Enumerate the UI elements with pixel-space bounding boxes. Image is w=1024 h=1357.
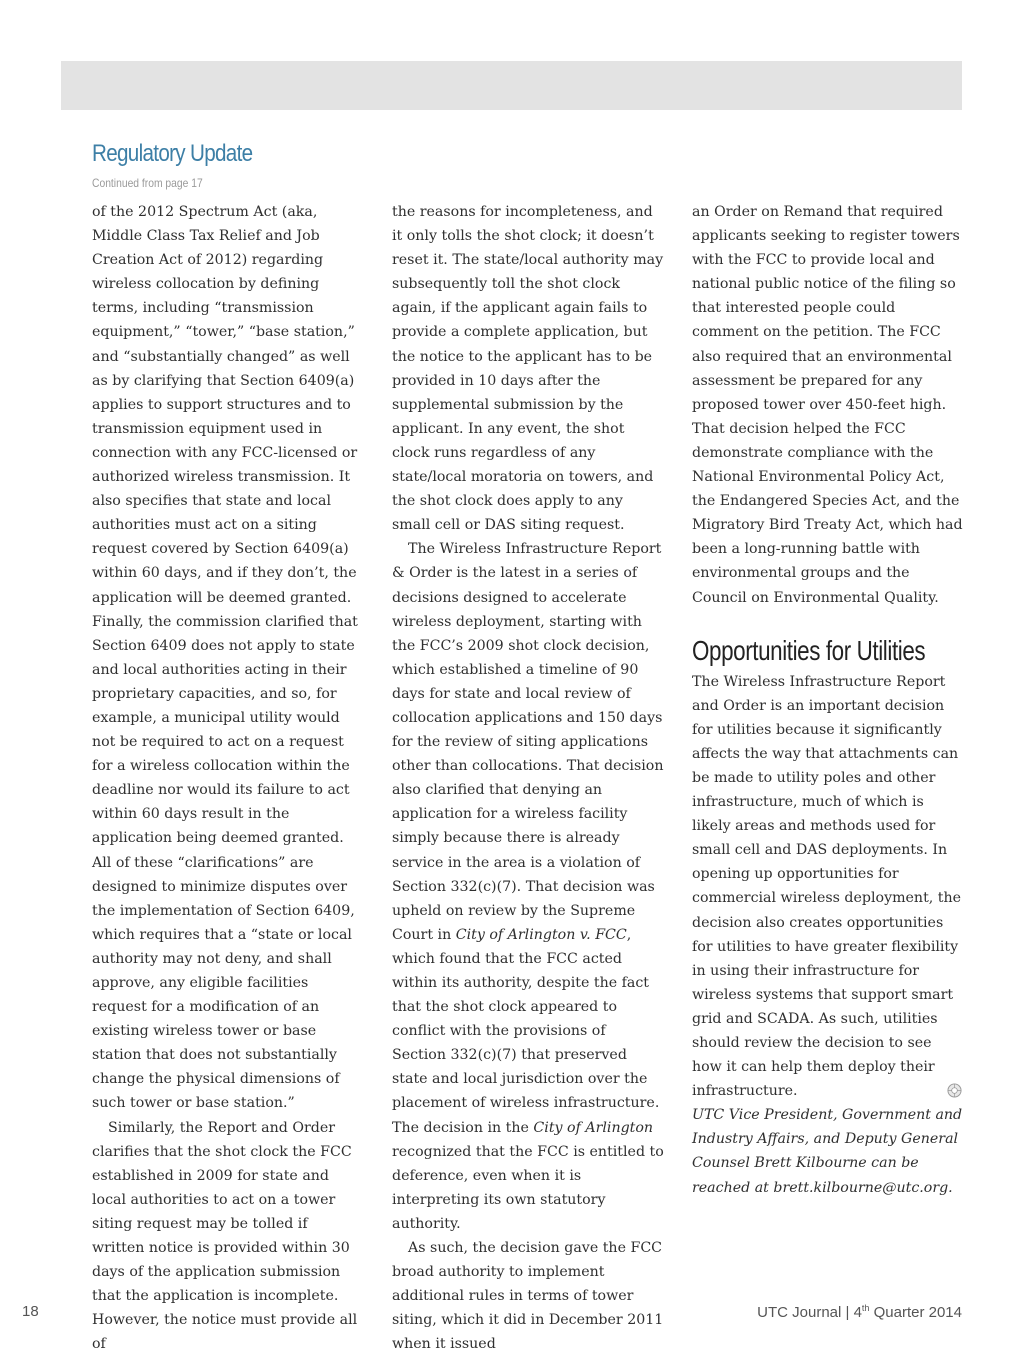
continued-note: Continued from page 17	[92, 176, 203, 190]
column-1	[92, 200, 364, 1357]
column-2	[392, 200, 664, 1357]
ordinal-suffix: th	[861, 1303, 870, 1313]
col2-paragraph-1: the reasons for incompleteness, and it only tolls the shot clock; it doesn’t reset it. The state/local authority may subsequently toll the shot clock again, if the applicant again fails to provide a complete application, but the notice to the applicant has to be provided in 10 days after the supplemental submission by the applicant. In any event, the shot clock runs regardless of any state/local moratoria on towers, and the shot clock does apply to any small cell or DAS siting request.	[392, 204, 664, 534]
col2-p2-text-a: The Wireless Infrastructure Report & Order is the latest in a series of decisions designed to accelerate wireless deployment, starting with the FCC’s 2009 shot clock decision, which established a timeline of 90 days for state and local review of collocation applications and 150 days for the review of siting applications other than collocations. That decision also clarified that denying an application for a wireless facility simply because there is already service in the area is a violation of Section 332(c)(7). That decision was upheld on review by the Supreme Court in	[392, 541, 664, 943]
col1-paragraph-2: Similarly, the Report and Order clarifies that the shot clock the FCC established in 2009 for state and local authorities to act on a tower siting request may be tolled if written notice is provided within 30 days of the application submission that the application is incomplete. However, the notice must provide all of	[92, 1119, 358, 1353]
case-name-arlington: City of Arlington	[533, 1119, 654, 1136]
col1-paragraph-1: of the 2012 Spectrum Act (aka, Middle Class Tax Relief and Job Creation Act of 2012) regarding wireless collocation by defining terms, including “transmission equipment,” “tower,” “base station,” and “substantially changed” as well as by clarifying that Section 6409(a) applies to support structures and to transmission equipment used in connection with any FCC-licensed or authorized wireless transmission. It also specifies that state and local authorities must act on a siting request covered by Section 6409(a) within 60 days, and if they don’t, the application will be deemed granted. Finally, the commission clarified that Section 6409 does not apply to state and local authorities acting in their proprietary capacities, and so, for example, a municipal utility would not be required to act on a request for a wireless collocation within the deadline nor would its failure to act within 60 days result in the application being deemed granted. All of these “clarifications” are designed to minimize disputes over the implementation of Section 6409, which requires that a “state or local authority may not deny, and shall approve, any eligible facilities request for a modification of an existing wireless tower or base station that does not substantially change the physical dimensions of such tower or base station.”	[92, 204, 358, 1112]
author-bio: UTC Vice President, Government and Industry Affairs, and Deputy General Counsel Brett Kilbourne can be reached at brett.kilbourne@utc.org.	[692, 1107, 963, 1196]
col3-paragraph-2	[692, 670, 964, 1104]
col2-p2-text-c: recognized that the FCC is entitled to deference, even when it is interpreting its own statutory authority.	[392, 1143, 664, 1232]
journal-name: UTC Journal | 4	[757, 1304, 862, 1321]
journal-footer	[757, 1303, 962, 1321]
column-3	[692, 200, 964, 1200]
col3-p2-text: The Wireless Infrastructure Report and Order is an important decision for utilities because it significantly affects the way that attachments can be made to utility poles and other infrastructure, much of which is likely areas and methods used for small cell and DAS deployments. In opening up opportunities for commercial wireless deployment, the decision also creates opportunities for utilities to have greater flexibility in using their infrastructure for wireless systems that support smart grid and SCADA. As such, utilities should review the decision to see how it can help them deploy their infrastructure.	[692, 673, 962, 1100]
col2-paragraph-2	[392, 537, 664, 1236]
header-band	[61, 61, 962, 110]
col3-paragraph-1: an Order on Remand that required applicants seeking to register towers with the FCC to provide local and national public notice of the filing so that interested people could comment on the petition. The FCC also required that an environmental assessment be prepared for any proposed tower over 450-feet high. That decision helped the FCC demonstrate compliance with the National Environmental Policy Act, the Endangered Species Act, and the Migratory Bird Treaty Act, which had been a long-running battle with environmental groups and the Council on Environmental Quality.	[692, 204, 963, 606]
article-end-icon	[947, 1083, 962, 1098]
col2-p2-text-b: , which found that the FCC acted within its authority, despite the fact that the shot clock appeared to conflict with the provisions of Section 332(c)(7) that preserved state and local jurisdiction over the placement of wireless infrastructure. The decision in the	[392, 926, 660, 1136]
col2-paragraph-3: As such, the decision gave the FCC broad authority to implement additional rules in terms of tower siting, which it did in December 2011 when it issued	[392, 1240, 664, 1353]
page-number: 18	[22, 1303, 39, 1320]
section-title: Regulatory Update	[92, 140, 253, 167]
opportunities-heading: Opportunities for Utilities	[692, 634, 926, 666]
case-name-arlington-v-fcc: City of Arlington v. FCC	[455, 926, 627, 943]
quarter-label: Quarter 2014	[869, 1304, 962, 1321]
